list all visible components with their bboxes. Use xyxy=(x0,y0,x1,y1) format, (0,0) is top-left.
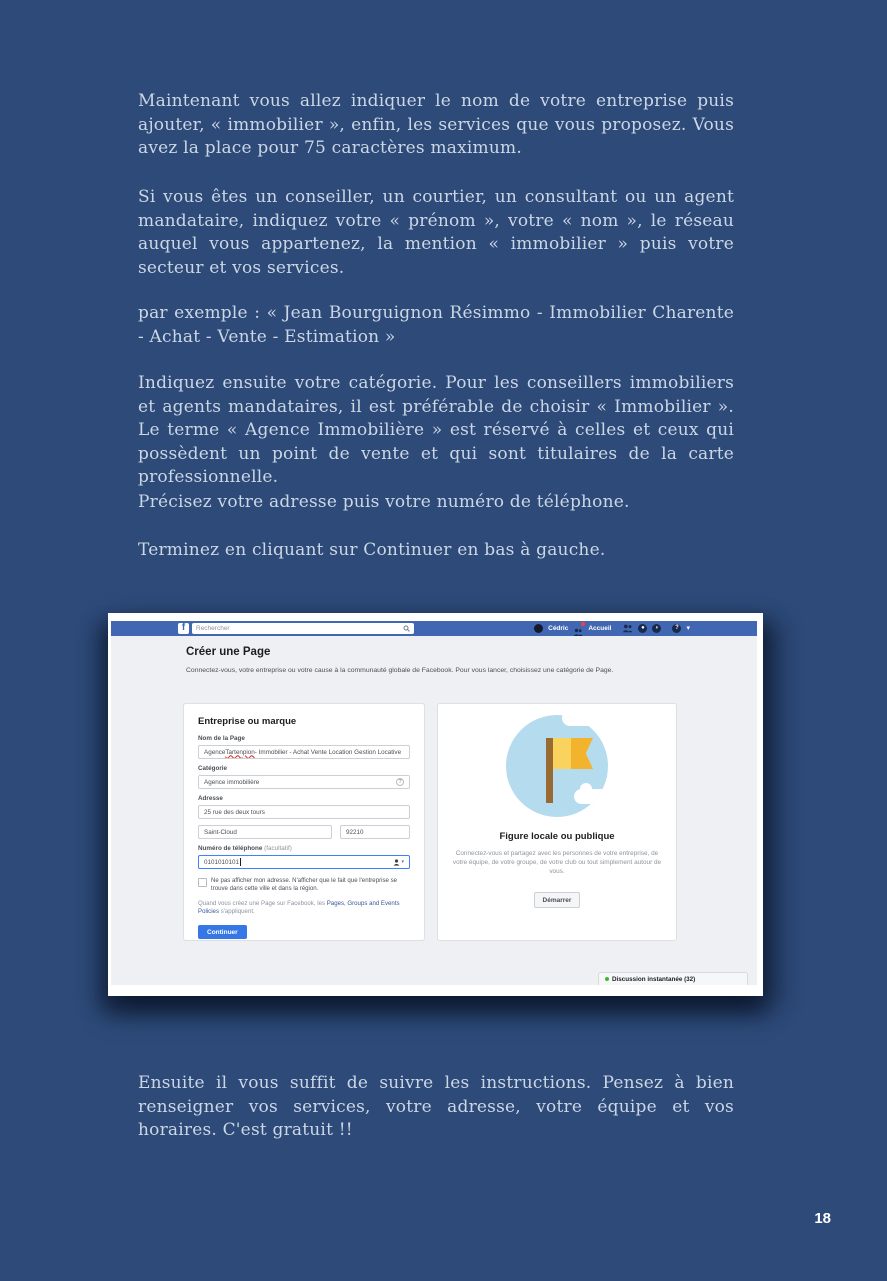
search-icon xyxy=(403,625,410,632)
paragraph-finish: Terminez en cliquant sur Continuer en bas à gauche. xyxy=(138,540,606,560)
contact-person-icon xyxy=(393,859,400,866)
online-status-dot xyxy=(605,977,609,981)
hide-address-option xyxy=(198,877,410,893)
contact-caret-icon: ▾ xyxy=(401,859,404,865)
paragraph-intro: Maintenant vous allez indiquer le nom de votre entreprise puis ajouter, « immobilier », enfin, les services que vous proposez. Vous avez la place pour 75 caractères maximum. xyxy=(138,91,734,158)
friend-requests-badge-icon[interactable] xyxy=(573,624,583,633)
cloud-icon xyxy=(574,789,608,804)
city-input[interactable]: Saint-Cloud xyxy=(198,825,332,839)
account-menu-caret-icon[interactable]: ▾ xyxy=(686,625,690,632)
paragraph-address: Précisez votre adresse puis votre numéro de téléphone. xyxy=(138,492,630,512)
start-button[interactable]: Démarrer xyxy=(534,892,581,908)
page-subtitle: Connectez-vous, votre entreprise ou votre cause à la communauté globale de Facebook. Pour vous lancer, choisissez une catégorie de Page. xyxy=(186,667,614,674)
phone-value: 0101010101 xyxy=(204,858,240,866)
category-value: Agence immobilière xyxy=(204,778,260,786)
search-input[interactable] xyxy=(192,623,414,634)
city-postal-row xyxy=(198,825,410,839)
figure-card xyxy=(437,703,677,941)
friend-requests-icon[interactable] xyxy=(622,624,633,633)
policy-text-prefix: Quand vous créez une Page sur Facebook, les xyxy=(198,900,327,907)
create-page-content xyxy=(111,636,757,985)
figure-card-description: Connectez-vous et partagez avec les personnes de votre entreprise, de votre équipe, de votre groupe, de votre club ou tout simplement autour de vous. xyxy=(452,850,662,875)
messenger-icon[interactable]: ● xyxy=(638,624,647,633)
policy-text xyxy=(198,900,410,916)
hide-address-checkbox[interactable] xyxy=(198,878,207,887)
phone-optional-note: (facultatif) xyxy=(264,845,292,852)
figure-card-title: Figure locale ou publique xyxy=(499,831,615,842)
paragraph-category: Indiquez ensuite votre catégorie. Pour les conseillers immobiliers et agents mandataires, il est préférable de choisir « Immobilier ». Le terme « Agence Immobilière » est réservé à celles et ceux qui possèdent un point de vente et qui sont titulaires de la carte professionnelle. xyxy=(138,373,734,487)
text-cursor xyxy=(240,858,241,866)
home-link[interactable]: Accueil xyxy=(588,625,612,632)
search-placeholder: Rechercher xyxy=(196,625,230,632)
paragraph-example: par exemple : « Jean Bourguignon Résimmo - Immobilier Charente - Achat - Vente - Estimation » xyxy=(138,303,734,347)
facebook-logo-icon[interactable]: f xyxy=(178,623,189,634)
page-name-misspelled-word: Tartenpion xyxy=(225,748,255,756)
business-brand-card xyxy=(183,703,425,941)
help-icon[interactable]: ? xyxy=(672,624,681,633)
phone-label-text: Numéro de téléphone xyxy=(198,845,265,852)
postal-code-input[interactable]: 92210 xyxy=(340,825,410,839)
page-number: 18 xyxy=(814,1210,831,1227)
street-address-input[interactable]: 25 rue des deux tours xyxy=(198,805,410,819)
notification-dot xyxy=(581,622,585,626)
policy-text-suffix: s'appliquent. xyxy=(219,908,255,915)
page-name-input[interactable] xyxy=(198,745,410,759)
category-label: Catégorie xyxy=(198,765,228,772)
paragraph-outro: Ensuite il vous suffit de suivre les instructions. Pensez à bien renseigner vos services, votre adresse, votre équipe et vos horaires. C'est gratuit !! xyxy=(138,1073,734,1140)
notifications-globe-icon[interactable]: ◗ xyxy=(652,624,661,633)
category-input[interactable] xyxy=(198,775,410,789)
address-label: Adresse xyxy=(198,795,223,802)
continue-button[interactable]: Continuer xyxy=(198,925,247,939)
category-help-icon[interactable]: ? xyxy=(396,778,404,786)
user-avatar[interactable] xyxy=(534,624,543,633)
page-title: Créer une Page xyxy=(186,646,271,658)
facebook-navbar xyxy=(111,621,757,636)
phone-input[interactable] xyxy=(198,855,410,869)
flag-icon xyxy=(553,738,593,769)
facebook-screenshot-window xyxy=(108,613,763,996)
page-name-value-prefix: Agence xyxy=(204,748,226,756)
profile-link[interactable]: Cédric xyxy=(548,625,569,632)
flag-illustration xyxy=(506,715,608,817)
chat-bar-label: Discussion instantanée (32) xyxy=(612,975,696,983)
business-card-title: Entreprise ou marque xyxy=(198,716,297,727)
contact-picker[interactable] xyxy=(393,859,404,866)
navbar-right-links xyxy=(534,624,690,633)
page-name-value-suffix: - Immobilier - Achat Vente Location Gestion Locative xyxy=(254,748,402,756)
flagpole xyxy=(546,738,553,803)
paragraph-advice: Si vous êtes un conseiller, un courtier, un consultant ou un agent mandataire, indiquez votre « prénom », votre « nom », le réseau auquel vous appartenez, la mention « immobilier » puis votre secteur et vos services. xyxy=(138,187,734,278)
policy-link[interactable]: Pages, Groups and Events Policies xyxy=(198,900,400,915)
page-name-label: Nom de la Page xyxy=(198,735,245,742)
instant-chat-bar[interactable] xyxy=(598,972,748,985)
cloud-icon xyxy=(562,715,596,726)
phone-label xyxy=(198,845,410,852)
hide-address-text: Ne pas afficher mon adresse. N'afficher que le fait que l'entreprise se trouve dans cette ville et dans la région. xyxy=(211,877,398,892)
